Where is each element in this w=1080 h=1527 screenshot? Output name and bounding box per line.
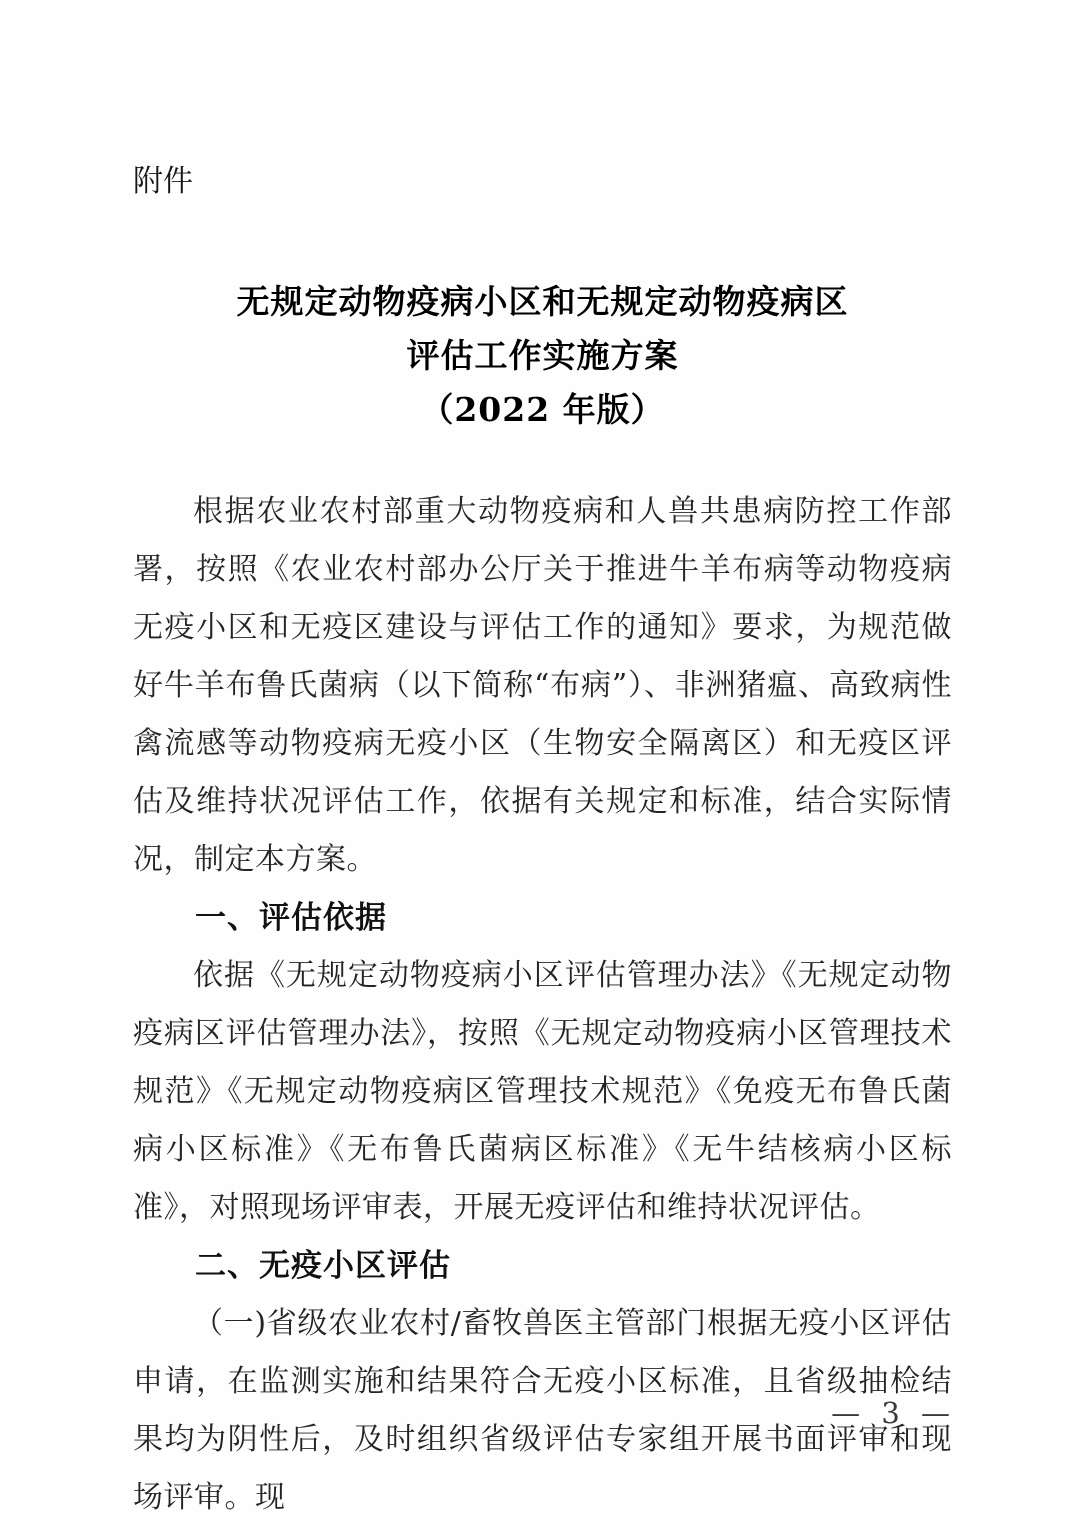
section-heading-2-compartment-evaluation: 二、无疫小区评估 (195, 1248, 451, 1284)
paragraph-intro: 根据农业农村部重大动物疫病和人兽共患病防控工作部署，按照《农业农村部办公厅关于推进牛羊布病等动物疫病无疫小区和无疫区建设与评估工作的通知》要求，为规范做好牛羊布鲁氏菌病（以下简称“布病”）、非洲猪瘟、高致病性禽流感等动物疫病无疫小区（生物安全隔离区）和无疫区评估及维持状况评估工作，依据有关规定和标准，结合实际情况，制定本方案。 (133, 494, 952, 877)
title-line-3-edition: （2022 年版） (420, 390, 665, 429)
paragraph-evaluation-basis: 依据《无规定动物疫病小区评估管理办法》《无规定动物疫病区评估管理办法》，按照《无规定动物疫病小区管理技术规范》《无规定动物疫病区管理技术规范》《免疫无布鲁氏菌病小区标准》《无布鲁氏菌病区标准》《无牛结核病小区标准》，对照现场评审表，开展无疫评估和维持状况评估。 (133, 958, 952, 1225)
attachment-label: 附件 (133, 164, 193, 199)
section-heading-1-evaluation-basis: 一、评估依据 (195, 900, 387, 936)
title-line-2: 评估工作实施方案 (406, 336, 679, 375)
paragraph-compartment-evaluation: （一)省级农业农村/畜牧兽医主管部门根据无疫小区评估申请，在监测实施和结果符合无疫小区标准，且省级抽检结果均为阴性后，及时组织省级评估专家组开展书面评审和现场评审。现 (133, 1306, 952, 1515)
page-number: — 3 — (831, 1396, 956, 1430)
document-title (133, 275, 952, 437)
document-body (133, 483, 952, 1527)
title-line-1: 无规定动物疫病小区和无规定动物疫病区 (236, 282, 849, 321)
